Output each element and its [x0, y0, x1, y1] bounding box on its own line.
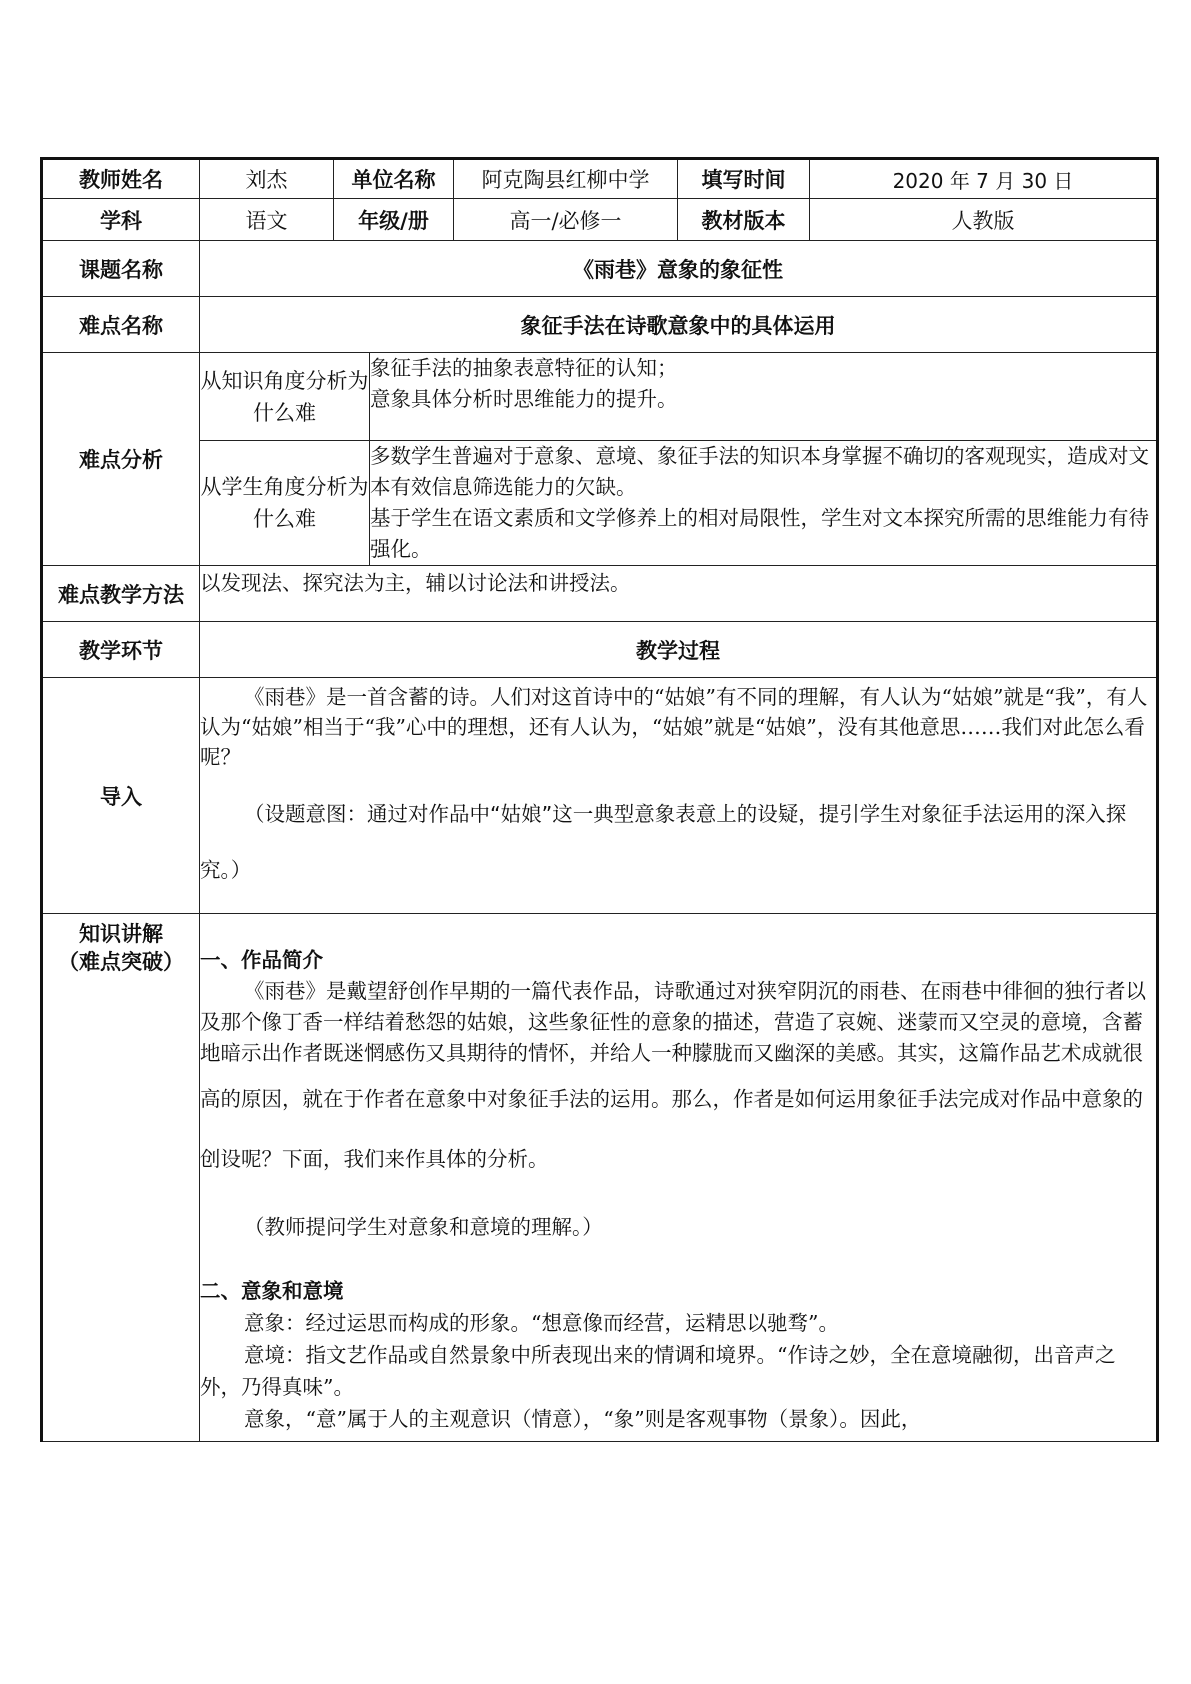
knowledge-label-line-2: （难点突破） [58, 950, 184, 974]
topic-value: 《雨巷》意象的象征性 [200, 241, 1158, 297]
method-label: 难点教学方法 [42, 566, 200, 622]
lesson-plan-table [40, 157, 1159, 1442]
knowledge-line-2: 意象具体分析时思维能力的提升。 [370, 387, 678, 411]
analysis-knowledge-row [42, 353, 1158, 441]
yijing-definition: 意境：指文艺作品或自然景象中所表现出来的情调和境界。“作诗之妙，全在意境融彻，出音声之外，乃得真味”。 [200, 1343, 1116, 1399]
subject-label: 学科 [42, 199, 200, 241]
difficulty-value: 象征手法在诗歌意象中的具体运用 [200, 297, 1158, 353]
method-row [42, 566, 1158, 622]
knowledge-line-1: 象征手法的抽象表意特征的认知； [370, 356, 678, 380]
analysis-label: 难点分析 [42, 353, 200, 566]
student-angle-text [370, 441, 1158, 566]
subject-value: 语文 [200, 199, 334, 241]
topic-row [42, 241, 1158, 297]
process-label: 教学过程 [200, 622, 1158, 678]
date-value: 2020 年 7 月 30 日 [810, 159, 1158, 199]
difficulty-row [42, 297, 1158, 353]
section-1-paragraph-tail: 那么，作者是如何运用象征手法完成对作品中意象的创设呢？下面，我们来作具体的分析。 [200, 1087, 1143, 1171]
stage-label: 教学环节 [42, 622, 200, 678]
header-row-1 [42, 159, 1158, 199]
lesson-plan-page [40, 157, 1156, 1442]
edition-value: 人教版 [810, 199, 1158, 241]
section-1-title: 一、作品简介 [200, 948, 323, 972]
process-header-row [42, 622, 1158, 678]
section-1-teacher-note: （教师提问学生对意象和意境的理解。） [244, 1215, 603, 1239]
intro-paragraph: 《雨巷》是一首含蓄的诗。人们对这首诗中的“姑娘”有不同的理解，有人认为“姑娘”就是“我”，有人认为“姑娘”相当于“我”心中的理想，还有人认为，“姑娘”就是“姑娘”，没有其他意思…… [200, 685, 1148, 739]
difficulty-label: 难点名称 [42, 297, 200, 353]
knowledge-angle-label: 从知识角度分析为什么难 [200, 353, 370, 441]
student-line-1: 多数学生普遍对于意象、意境、象征手法的知识本身掌握不确切的客观现实，造成对文本有效信息筛选能力的欠缺。 [370, 444, 1149, 499]
knowledge-content [200, 914, 1158, 1442]
intro-label: 导入 [42, 678, 200, 914]
intro-row [42, 678, 1158, 914]
section-2-title: 二、意象和意境 [200, 1279, 344, 1303]
grade-label: 年级/册 [334, 199, 454, 241]
grade-value: 高一/必修一 [454, 199, 678, 241]
edition-label: 教材版本 [678, 199, 810, 241]
student-angle-label: 从学生角度分析为什么难 [200, 441, 370, 566]
topic-label: 课题名称 [42, 241, 200, 297]
knowledge-label [42, 914, 200, 1442]
date-label: 填写时间 [678, 159, 810, 199]
student-line-2: 基于学生在语文素质和文学修养上的相对局限性，学生对文本探究所需的思维能力有待强化。 [370, 506, 1149, 561]
header-row-2 [42, 199, 1158, 241]
unit-value: 阿克陶县红柳中学 [454, 159, 678, 199]
section-1-paragraph: 《雨巷》是戴望舒创作早期的一篇代表作品，诗歌通过对狭窄阴沉的雨巷、在雨巷中徘徊的独行者以及那个像丁香一样结着愁怨的姑娘，这些象征性的意象的描述，营造了哀婉、迷蒙而又空灵的意境，含蓄地暗示出作者既迷惘感伤又具期待的情怀，并给人一种朦胧而又幽深的美感。其实，这篇作品艺术成就很高的原因，就在于作者在意象中对象征手法的运用。 [200, 979, 1146, 1111]
teacher-label: 教师姓名 [42, 159, 200, 199]
knowledge-label-line-1: 知识讲解 [79, 922, 163, 946]
yixiang-definition: 意象：经过运思而构成的形象。“想意像而经营，运精思以驰骛”。 [244, 1311, 839, 1335]
knowledge-angle-text [370, 353, 1158, 441]
intro-design-note: （设题意图：通过对作品中“姑娘”这一典型意象表意上的设疑，提引学生对象征手法运用的深入探究。） [200, 802, 1127, 882]
intro-content [200, 678, 1158, 914]
intro-question: 我们对此怎么看呢？ [200, 715, 1145, 769]
knowledge-row [42, 914, 1158, 1442]
method-value: 以发现法、探究法为主，辅以讨论法和讲授法。 [200, 566, 1158, 622]
teacher-value: 刘杰 [200, 159, 334, 199]
unit-label: 单位名称 [334, 159, 454, 199]
yixiang-explanation: 意象，“意”属于人的主观意识（情意），“象”则是客观事物（景象）。因此， [244, 1407, 922, 1431]
analysis-student-row [42, 441, 1158, 566]
